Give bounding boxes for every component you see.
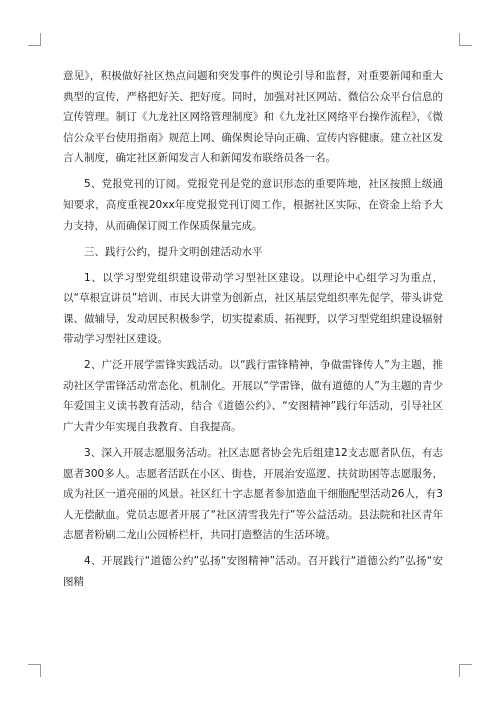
paragraph-volunteer: 3、深入开展志愿服务活动。社区志愿者协会先后组建12支志愿者队伍，有志愿者300多人。志愿者活跃在小区、街巷，开展治安巡逻、扶贫助困等志愿服务，成为社区一道亮丽的风景。社区红十字志愿者参加造血干细胞配型活动26人，有3人无偿献血。党员志愿者开展了“社区清雪我先行”等公益活动。县法院和社区青年志愿者粉刷二龙山公园桥栏杆，共同打造整洁的生活环境。: [63, 447, 443, 542]
paragraph-continued: 意见》，积极做好社区热点问题和突发事件的舆论引导和监督，对重要新闻和重大典型的宣传，严格把好关、把好度。同时，加强对社区网站、微信公众平台信息的宣传管理。制订《九龙社区网络管理制度》和《九龙社区网络平台操作流程》，《微信公众平台使用指南》规范上网、确保舆论导向正确、宣传内容健康。建立社区发言人制度，确定社区新闻发言人和新闻发布联络员各一名。: [63, 70, 443, 165]
crop-mark-top-right: [459, 33, 472, 46]
crop-mark-bottom-left: [28, 664, 41, 677]
paragraph-party-press: 5、党报党刊的订阅。党报党刊是党的意识形态的重要阵地，社区按照上级通知要求，高度重视20xx年度党报党刊订阅工作，根据社区实际，在资金上给予大力支持，从而确保订阅工作保质保量完成。: [63, 178, 443, 232]
paragraph-learning-org: 1、以学习型党组织建设带动学习型社区建设。以理论中心组学习为重点，以“草根宣讲员”培训、市民大讲堂为创新点，社区基层党组织率先促学，带头讲党课、做辅导，发动居民积极参学，切实提素质、拓视野，以学习型党组织建设辐射带动学习型社区建设。: [63, 271, 443, 346]
document-body: [63, 66, 443, 593]
paragraph-lei-feng: 2、广泛开展学雷锋实践活动。以“践行雷锋精神，争做雷锋传人”为主题，推动社区学雷锋活动常态化、机制化。开展以“学雷锋，做有道德的人”为主题的青少年爱国主义读书教育活动，结合《道德公约》、“安图精神”践行年活动，引导社区广大青少年实现自我教育、自我提高。: [63, 359, 443, 434]
crop-mark-bottom-right: [459, 664, 472, 677]
paragraph-moral-pact: 4、开展践行“道德公约”弘扬“安图精神”活动。召开践行“道德公约”弘扬“安图精: [63, 555, 443, 588]
crop-mark-top-left: [28, 33, 41, 46]
section-heading: 三、践行公约，提升文明创建活动水平: [84, 245, 263, 258]
